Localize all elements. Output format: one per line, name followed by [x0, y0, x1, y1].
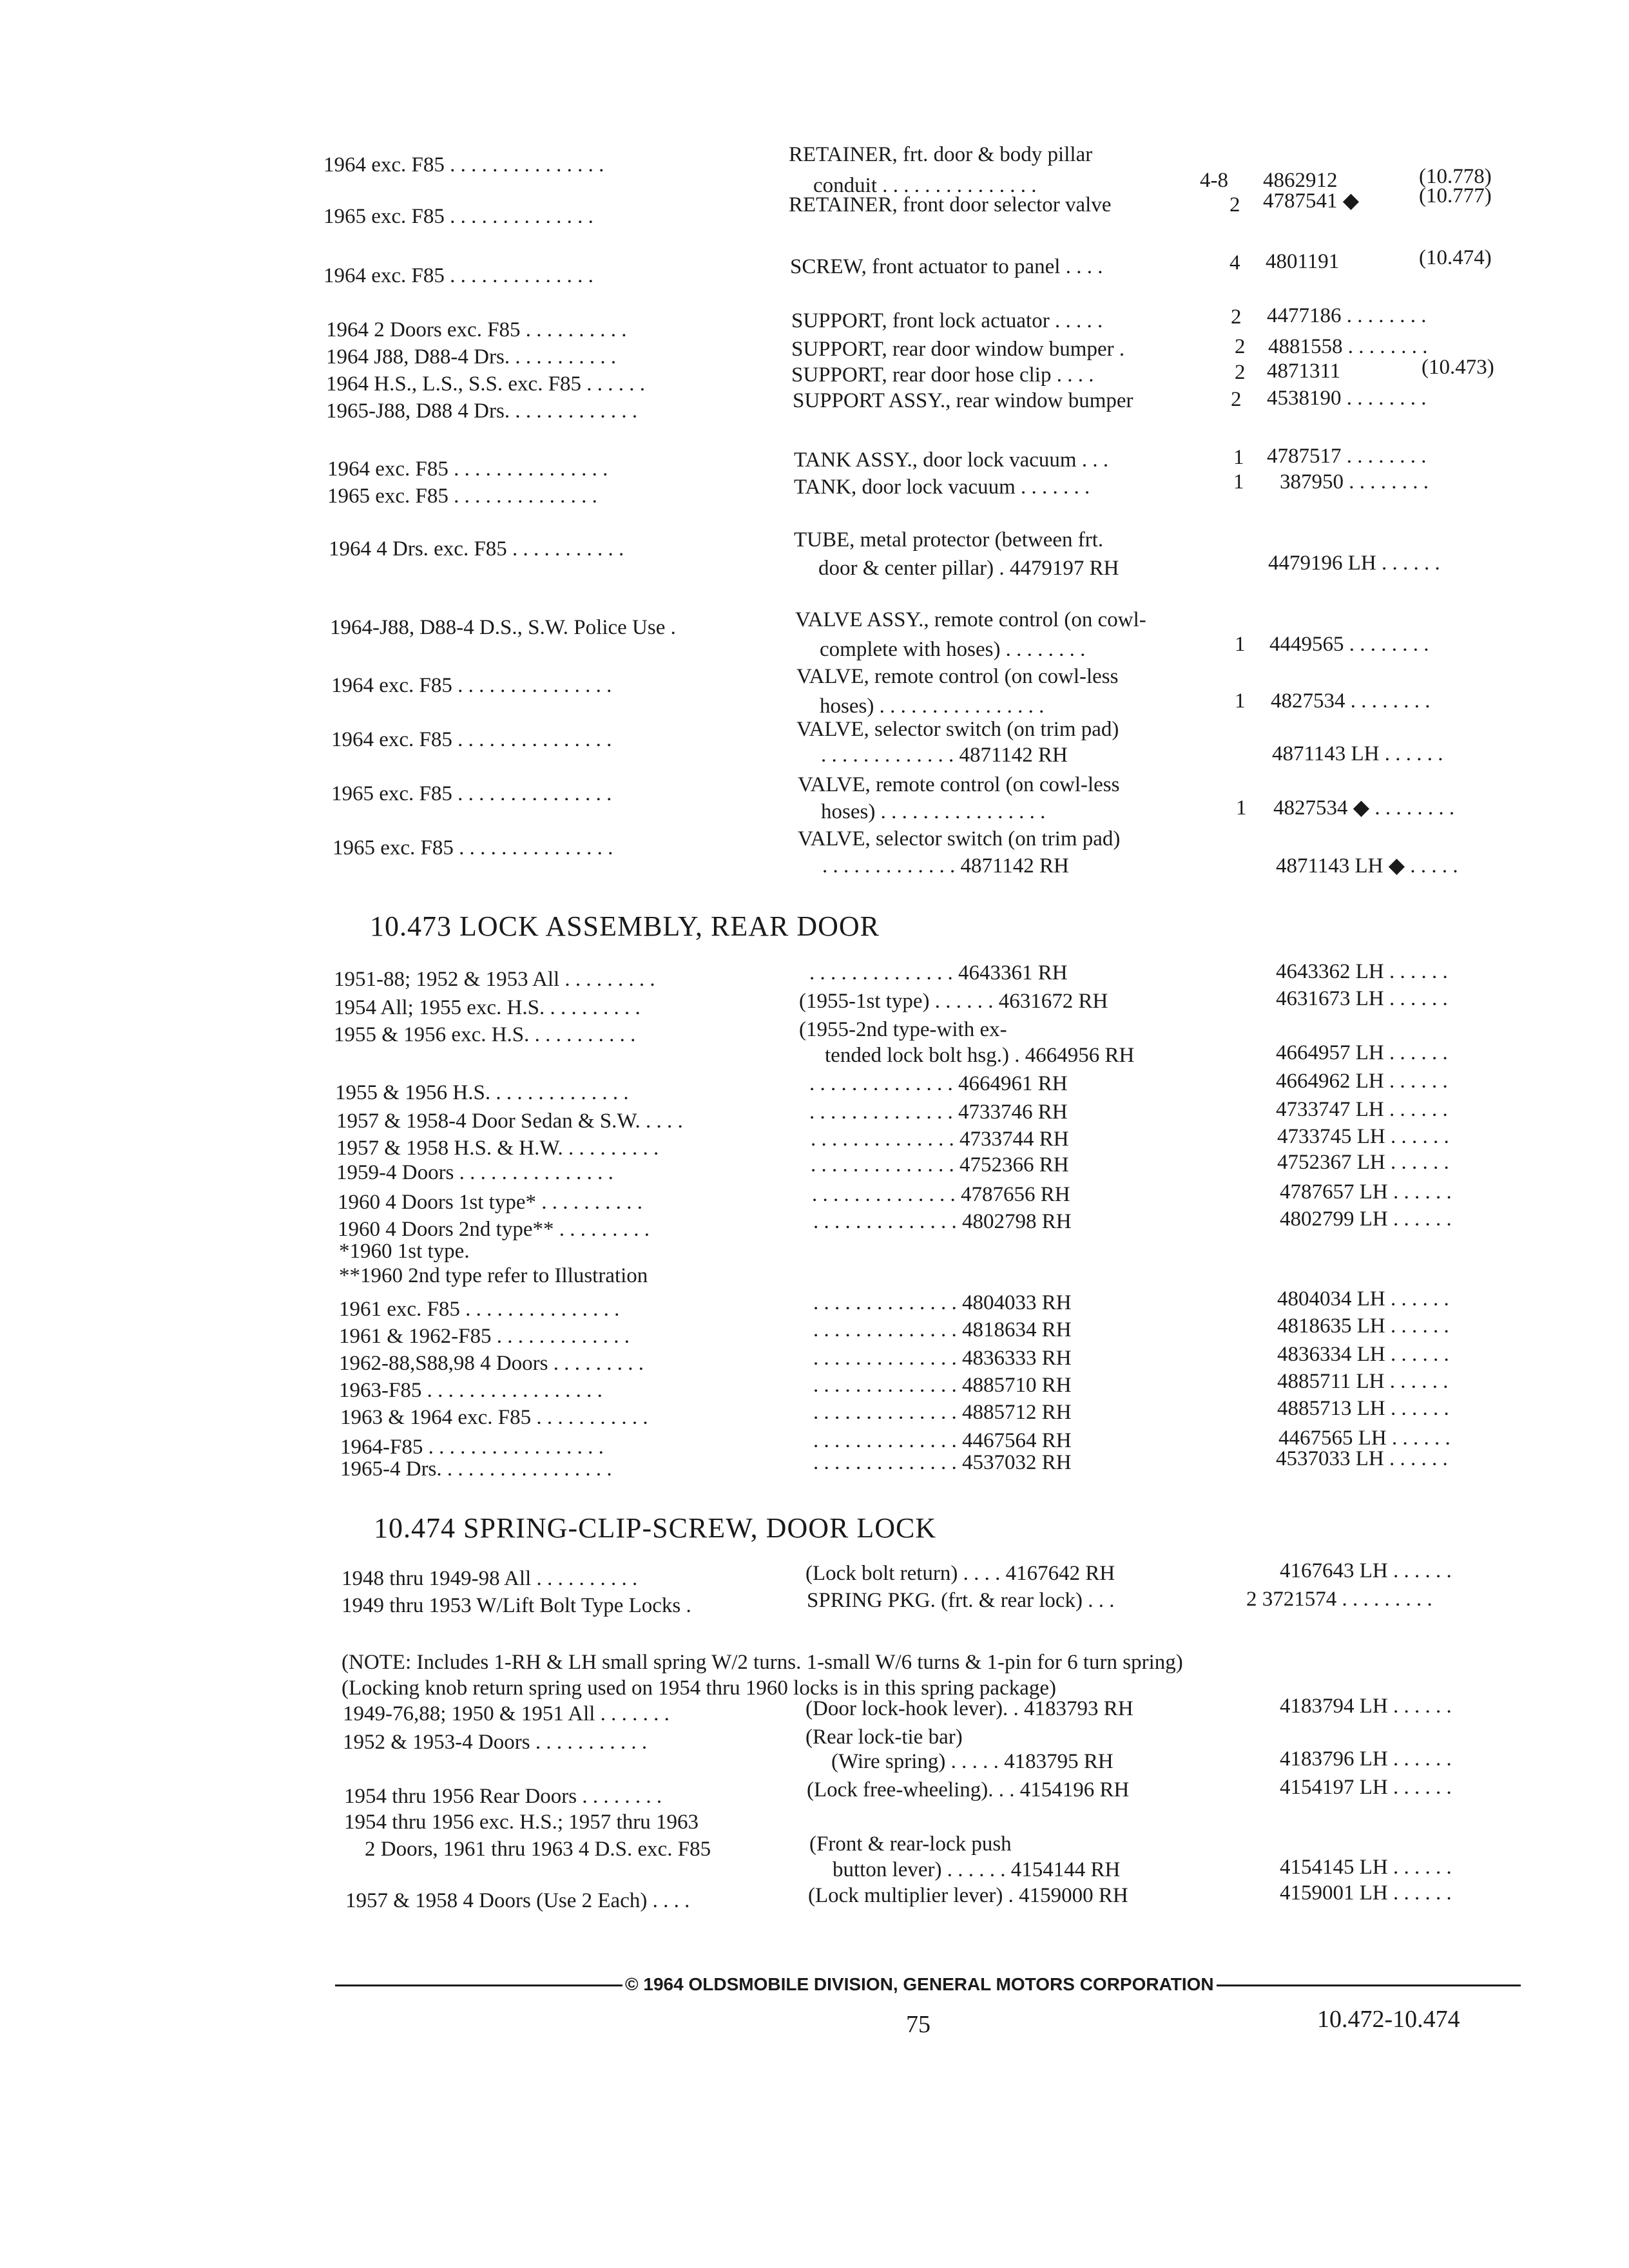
section-heading: 10.474 SPRING-CLIP-SCREW, DOOR LOCK: [374, 1512, 937, 1544]
row-description: SCREW, front actuator to panel . . . .: [790, 255, 1103, 278]
row-quantity: 2: [1235, 361, 1246, 384]
row-part-number: 4787541 ◆: [1263, 189, 1360, 213]
row-applicability: 1957 & 1958-4 Door Sedan & S.W. . . . .: [336, 1110, 683, 1133]
row-description: (Front & rear-lock push: [809, 1832, 1012, 1856]
row-part-number: 387950 . . . . . . . .: [1280, 470, 1429, 494]
page-number: 75: [906, 2011, 930, 2038]
row-applicability: 1964 J88, D88-4 Drs. . . . . . . . . . .: [326, 345, 617, 369]
row-applicability: 1964-F85 . . . . . . . . . . . . . . . . .: [340, 1436, 604, 1459]
row-part-number-rh: . . . . . . . . . . . . . . 4537032 RH: [813, 1451, 1072, 1474]
row-applicability: 1964 exc. F85 . . . . . . . . . . . . . . .: [323, 153, 604, 177]
row-applicability: 1957 & 1958 4 Doors (Use 2 Each) . . . .: [345, 1889, 690, 1912]
row-quantity: 4: [1229, 251, 1240, 274]
row-description: VALVE, selector switch (on trim pad): [798, 827, 1121, 850]
row-part-number-rh: . . . . . . . . . . . . . . 4804033 RH: [813, 1291, 1072, 1314]
row-part-number-lh: 4467565 LH . . . . . .: [1278, 1427, 1451, 1450]
row-description: . . . . . . . . . . . . . 4871142 RH: [822, 854, 1069, 878]
row-quantity: 1: [1236, 796, 1247, 820]
row-applicability: 1961 & 1962-F85 . . . . . . . . . . . . .: [339, 1325, 630, 1348]
row-part-number-rh: tended lock bolt hsg.) . 4664956 RH: [825, 1044, 1135, 1067]
row-quantity: 1: [1233, 470, 1244, 494]
row-part-number-rh: . . . . . . . . . . . . . . 4733744 RH: [811, 1128, 1069, 1151]
row-part-number: 4801191: [1266, 250, 1340, 273]
footnote: **1960 2nd type refer to Illustration: [339, 1264, 648, 1287]
row-reference: (10.473): [1422, 356, 1494, 379]
row-applicability: 1964 2 Doors exc. F85 . . . . . . . . . .: [326, 318, 627, 341]
row-applicability: 1954 All; 1955 exc. H.S. . . . . . . . . .: [334, 996, 641, 1019]
row-part-number-lh: 4802799 LH . . . . . .: [1280, 1207, 1452, 1231]
copyright-notice: © 1964 OLDSMOBILE DIVISION, GENERAL MOTORS CORPORATION: [622, 1974, 1217, 1995]
row-part-number-lh: 4183794 LH . . . . . .: [1280, 1695, 1452, 1718]
row-description: SUPPORT ASSY., rear window bumper: [793, 389, 1133, 412]
row-part-number-rh: button lever) . . . . . . 4154144 RH: [833, 1858, 1121, 1881]
row-part-number-lh: 4787657 LH . . . . . .: [1280, 1180, 1452, 1204]
row-applicability: 1965-4 Drs. . . . . . . . . . . . . . . . .: [340, 1457, 612, 1481]
row-part-number-rh: . . . . . . . . . . . . . . 4818634 RH: [813, 1318, 1072, 1341]
row-part-number: 4862912: [1263, 169, 1338, 192]
row-applicability: 1948 thru 1949-98 All . . . . . . . . . .: [342, 1567, 638, 1590]
row-description: door & center pillar) . 4479197 RH: [818, 557, 1119, 580]
row-part-number-lh: 4537033 LH . . . . . .: [1276, 1447, 1448, 1470]
row-applicability: 1964 4 Drs. exc. F85 . . . . . . . . . . .: [329, 537, 624, 561]
row-applicability: 1957 & 1958 H.S. & H.W. . . . . . . . . .: [336, 1137, 659, 1160]
row-applicability: 1963 & 1964 exc. F85 . . . . . . . . . . .: [340, 1406, 648, 1429]
row-part-number-rh: (Wire spring) . . . . . 4183795 RH: [831, 1750, 1113, 1773]
row-part-number-rh: (Lock free-wheeling). . . 4154196 RH: [807, 1778, 1130, 1802]
row-part-number-lh: 4818635 LH . . . . . .: [1277, 1314, 1449, 1338]
row-applicability: 1965 exc. F85 . . . . . . . . . . . . . .: [327, 485, 597, 508]
row-description: TANK ASSY., door lock vacuum . . .: [794, 448, 1109, 472]
row-part-number-lh: 4154145 LH . . . . . .: [1280, 1856, 1452, 1879]
row-part-number-rh: . . . . . . . . . . . . . . 4885710 RH: [813, 1374, 1072, 1397]
row-part-number-lh: 4664957 LH . . . . . .: [1276, 1041, 1448, 1064]
row-applicability: 1949-76,88; 1950 & 1951 All . . . . . . .: [343, 1702, 670, 1725]
row-part-number-rh: . . . . . . . . . . . . . . 4885712 RH: [813, 1401, 1072, 1424]
row-applicability: 1964 exc. F85 . . . . . . . . . . . . . . .: [331, 728, 612, 751]
row-part-number-lh: 4159001 LH . . . . . .: [1280, 1881, 1452, 1905]
row-quantity: 1: [1235, 689, 1246, 713]
row-part-number-lh: 4871143 LH . . . . . .: [1272, 742, 1443, 765]
row-part-number-rh: (Lock multiplier lever) . 4159000 RH: [808, 1884, 1128, 1907]
row-part-number: 4477186 . . . . . . . .: [1267, 304, 1427, 327]
row-part-number-rh: . . . . . . . . . . . . . . 4836333 RH: [813, 1347, 1072, 1370]
row-quantity: 2: [1235, 335, 1246, 358]
row-description: VALVE, selector switch (on trim pad): [796, 718, 1119, 741]
row-part-number: 4449565 . . . . . . . .: [1269, 633, 1429, 656]
row-part-number-lh: 4752367 LH . . . . . .: [1277, 1151, 1449, 1174]
row-applicability: 1965 exc. F85 . . . . . . . . . . . . . . .: [331, 782, 612, 805]
row-quantity: 1: [1235, 633, 1246, 656]
row-quantity: 2: [1231, 305, 1242, 329]
row-description: hoses) . . . . . . . . . . . . . . . .: [821, 800, 1046, 823]
row-part-number: 4827534 ◆ . . . . . . . .: [1273, 796, 1455, 820]
row-applicability: 1965 exc. F85 . . . . . . . . . . . . . .: [323, 205, 593, 228]
row-quantity-part: 2 3721574 . . . . . . . . .: [1246, 1588, 1432, 1611]
row-applicability: 1960 4 Doors 2nd type** . . . . . . . . .: [338, 1218, 650, 1241]
row-applicability: 1952 & 1953-4 Doors . . . . . . . . . . .: [343, 1731, 648, 1754]
row-applicability: 1964-J88, D88-4 D.S., S.W. Police Use .: [330, 616, 676, 639]
row-description: conduit . . . . . . . . . . . . . . .: [813, 174, 1037, 197]
row-applicability: 1961 exc. F85 . . . . . . . . . . . . . . .: [339, 1298, 620, 1321]
row-part-number-lh: 4167643 LH . . . . . .: [1280, 1559, 1452, 1582]
row-reference: (10.474): [1419, 246, 1492, 269]
row-description: complete with hoses) . . . . . . . .: [820, 638, 1086, 661]
row-part-number-lh: 4871143 LH ◆ . . . . .: [1276, 854, 1458, 878]
row-applicability: 1963-F85 . . . . . . . . . . . . . . . . .: [339, 1379, 602, 1402]
row-part-number-lh: 4631673 LH . . . . . .: [1276, 987, 1448, 1010]
row-part-number-rh: (Lock bolt return) . . . . 4167642 RH: [805, 1562, 1115, 1585]
note: (NOTE: Includes 1-RH & LH small spring W/2 turns. 1-small W/6 turns & 1-pin for 6 turn spring): [342, 1651, 1183, 1674]
row-applicability: 1965 exc. F85 . . . . . . . . . . . . . . .: [333, 836, 613, 860]
row-applicability: 1964 exc. F85 . . . . . . . . . . . . . . .: [331, 674, 612, 697]
row-part-number-rh: . . . . . . . . . . . . . . 4802798 RH: [813, 1210, 1072, 1233]
row-part-number-rh: (1955-1st type) . . . . . . 4631672 RH: [799, 990, 1108, 1013]
row-part-number: 4538190 . . . . . . . .: [1267, 387, 1427, 410]
row-description: VALVE ASSY., remote control (on cowl-: [795, 608, 1146, 631]
row-part-number-rh: (Door lock-hook lever). . 4183793 RH: [805, 1697, 1133, 1720]
row-description: VALVE, remote control (on cowl-less: [798, 773, 1120, 796]
row-part-number-lh: 4733745 LH . . . . . .: [1277, 1125, 1449, 1148]
row-applicability: 2 Doors, 1961 thru 1963 4 D.S. exc. F85: [365, 1838, 711, 1861]
row-applicability: 1964 exc. F85 . . . . . . . . . . . . . .: [323, 264, 593, 287]
row-part-number-lh: 4154197 LH . . . . . .: [1280, 1776, 1452, 1799]
row-description: SUPPORT, rear door hose clip . . . .: [791, 363, 1094, 387]
row-part-number-rh: . . . . . . . . . . . . . . 4787656 RH: [812, 1183, 1070, 1206]
row-applicability: 1959-4 Doors . . . . . . . . . . . . . . .: [336, 1161, 613, 1184]
row-description: (1955-2nd type-with ex-: [799, 1018, 1007, 1041]
row-description: RETAINER, front door selector valve: [789, 193, 1112, 216]
row-description: TANK, door lock vacuum . . . . . . .: [794, 476, 1090, 499]
footnote: *1960 1st type.: [339, 1240, 470, 1263]
row-description: . . . . . . . . . . . . . 4871142 RH: [821, 744, 1068, 767]
row-quantity: 4-8: [1200, 169, 1228, 192]
row-applicability: 1955 & 1956 H.S. . . . . . . . . . . . . .: [335, 1081, 629, 1104]
row-description: hoses) . . . . . . . . . . . . . . . .: [820, 695, 1045, 718]
row-part-number-lh: 4643362 LH . . . . . .: [1276, 960, 1448, 983]
note: (Locking knob return spring used on 1954 thru 1960 locks is in this spring package): [342, 1677, 1056, 1700]
row-part-number-rh: . . . . . . . . . . . . . . 4467564 RH: [813, 1429, 1072, 1452]
section-range: 10.472-10.474: [1317, 2006, 1460, 2033]
row-part-number: 4881558 . . . . . . . .: [1268, 335, 1428, 358]
row-description: SUPPORT, front lock actuator . . . . .: [791, 309, 1103, 332]
row-applicability: 1962-88,S88,98 4 Doors . . . . . . . . .: [339, 1352, 644, 1375]
row-reference: (10.778): [1419, 165, 1492, 188]
row-reference: (10.777): [1419, 184, 1492, 207]
row-part-number: 4827534 . . . . . . . .: [1271, 689, 1431, 713]
row-applicability: 1964 exc. F85 . . . . . . . . . . . . . . .: [327, 457, 608, 481]
section-heading: 10.473 LOCK ASSEMBLY, REAR DOOR: [370, 910, 880, 942]
row-part-number-lh: 4885711 LH . . . . . .: [1277, 1370, 1449, 1393]
row-part-number-lh: 4885713 LH . . . . . .: [1277, 1397, 1449, 1420]
row-part-number: 4871311: [1267, 360, 1341, 383]
row-description: TUBE, metal protector (between frt.: [794, 528, 1104, 552]
row-part-number: 4787517 . . . . . . . .: [1267, 445, 1427, 468]
row-quantity: 1: [1233, 446, 1244, 469]
row-part-number-lh: 4183796 LH . . . . . .: [1280, 1747, 1452, 1771]
row-applicability: 1965-J88, D88 4 Drs. . . . . . . . . . . . .: [326, 399, 638, 423]
row-part-number-lh: 4733747 LH . . . . . .: [1276, 1098, 1448, 1121]
row-quantity: 2: [1231, 388, 1242, 411]
row-applicability: 1954 thru 1956 Rear Doors . . . . . . . .: [344, 1785, 662, 1808]
row-part-number-rh: . . . . . . . . . . . . . . 4733746 RH: [809, 1100, 1068, 1124]
row-part-number-rh: . . . . . . . . . . . . . . 4752366 RH: [811, 1153, 1069, 1177]
row-applicability: 1964 H.S., L.S., S.S. exc. F85 . . . . . .: [326, 372, 646, 396]
row-part-number-rh: . . . . . . . . . . . . . . 4643361 RH: [809, 961, 1068, 985]
row-quantity: 2: [1229, 193, 1240, 216]
row-applicability: 1951-88; 1952 & 1953 All . . . . . . . . .: [334, 968, 655, 991]
row-applicability: 1960 4 Doors 1st type* . . . . . . . . . .: [338, 1191, 642, 1214]
row-part-number-rh: . . . . . . . . . . . . . . 4664961 RH: [809, 1072, 1068, 1095]
row-applicability: 1954 thru 1956 exc. H.S.; 1957 thru 1963: [344, 1811, 699, 1834]
row-description: (Rear lock-tie bar): [805, 1725, 963, 1749]
row-applicability: 1949 thru 1953 W/Lift Bolt Type Locks .: [342, 1594, 691, 1617]
row-part-number-lh: 4804034 LH . . . . . .: [1277, 1287, 1449, 1311]
row-applicability: 1955 & 1956 exc. H.S. . . . . . . . . . .: [334, 1023, 636, 1046]
row-description: SPRING PKG. (frt. & rear lock) . . .: [807, 1589, 1115, 1612]
row-part-number-lh: 4479196 LH . . . . . .: [1268, 552, 1440, 575]
row-part-number-lh: 4836334 LH . . . . . .: [1277, 1343, 1449, 1366]
row-description: RETAINER, frt. door & body pillar: [789, 143, 1093, 166]
row-part-number-lh: 4664962 LH . . . . . .: [1276, 1070, 1448, 1093]
row-description: VALVE, remote control (on cowl-less: [796, 665, 1119, 688]
row-description: SUPPORT, rear door window bumper .: [791, 338, 1125, 361]
